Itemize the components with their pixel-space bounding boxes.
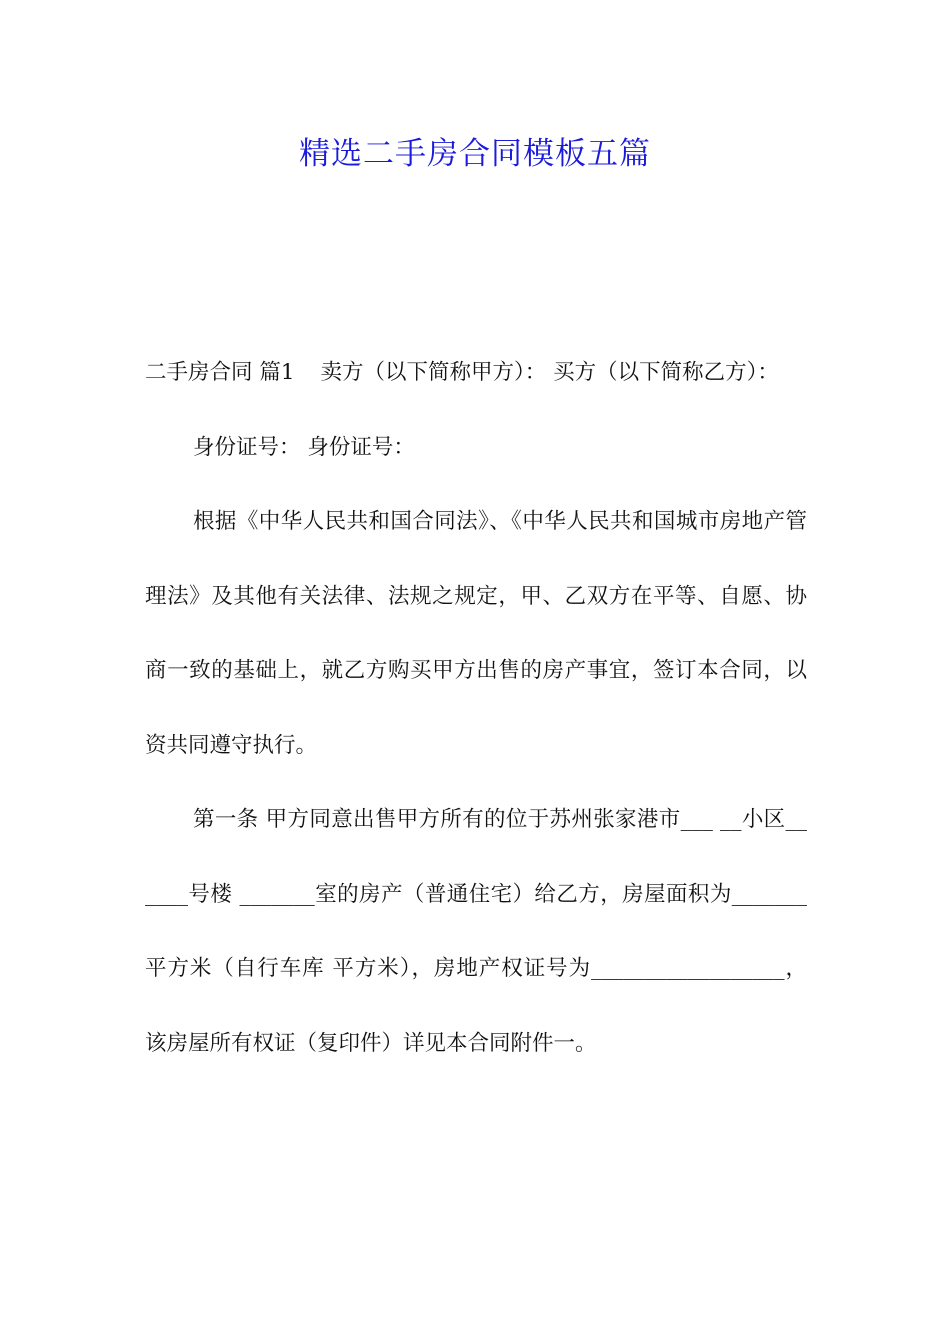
id-number-paragraph: 身份证号： 身份证号： xyxy=(193,434,415,460)
document-body xyxy=(145,336,807,1081)
section-label: 二手房合同 篇1 xyxy=(145,360,295,385)
article-one-paragraph: 第一条 甲方同意出售甲方所有的位于苏州张家港市___ __小区______号楼 _______室的房产（普通住宅）给乙方，房屋面积为_______平方米（自行车库 平方米），房地产权证号为__________________，该房屋所有权证（复印件）详见本合同附件一。 xyxy=(145,807,807,1056)
legal-basis-paragraph: 根据《中华人民共和国合同法》、《中华人民共和国城市房地产管理法》及其他有关法律、法规之规定，甲、乙双方在平等、自愿、协商一致的基础上，就乙方购买甲方出售的房产事宜，签订本合同，以资共同遵守执行。 xyxy=(145,509,807,758)
contract-heading-paragraph xyxy=(145,336,807,411)
document-title: 精选二手房合同模板五篇 xyxy=(299,136,651,172)
party-line: 卖方（以下简称甲方）： 买方（以下简称乙方）： xyxy=(320,360,779,385)
